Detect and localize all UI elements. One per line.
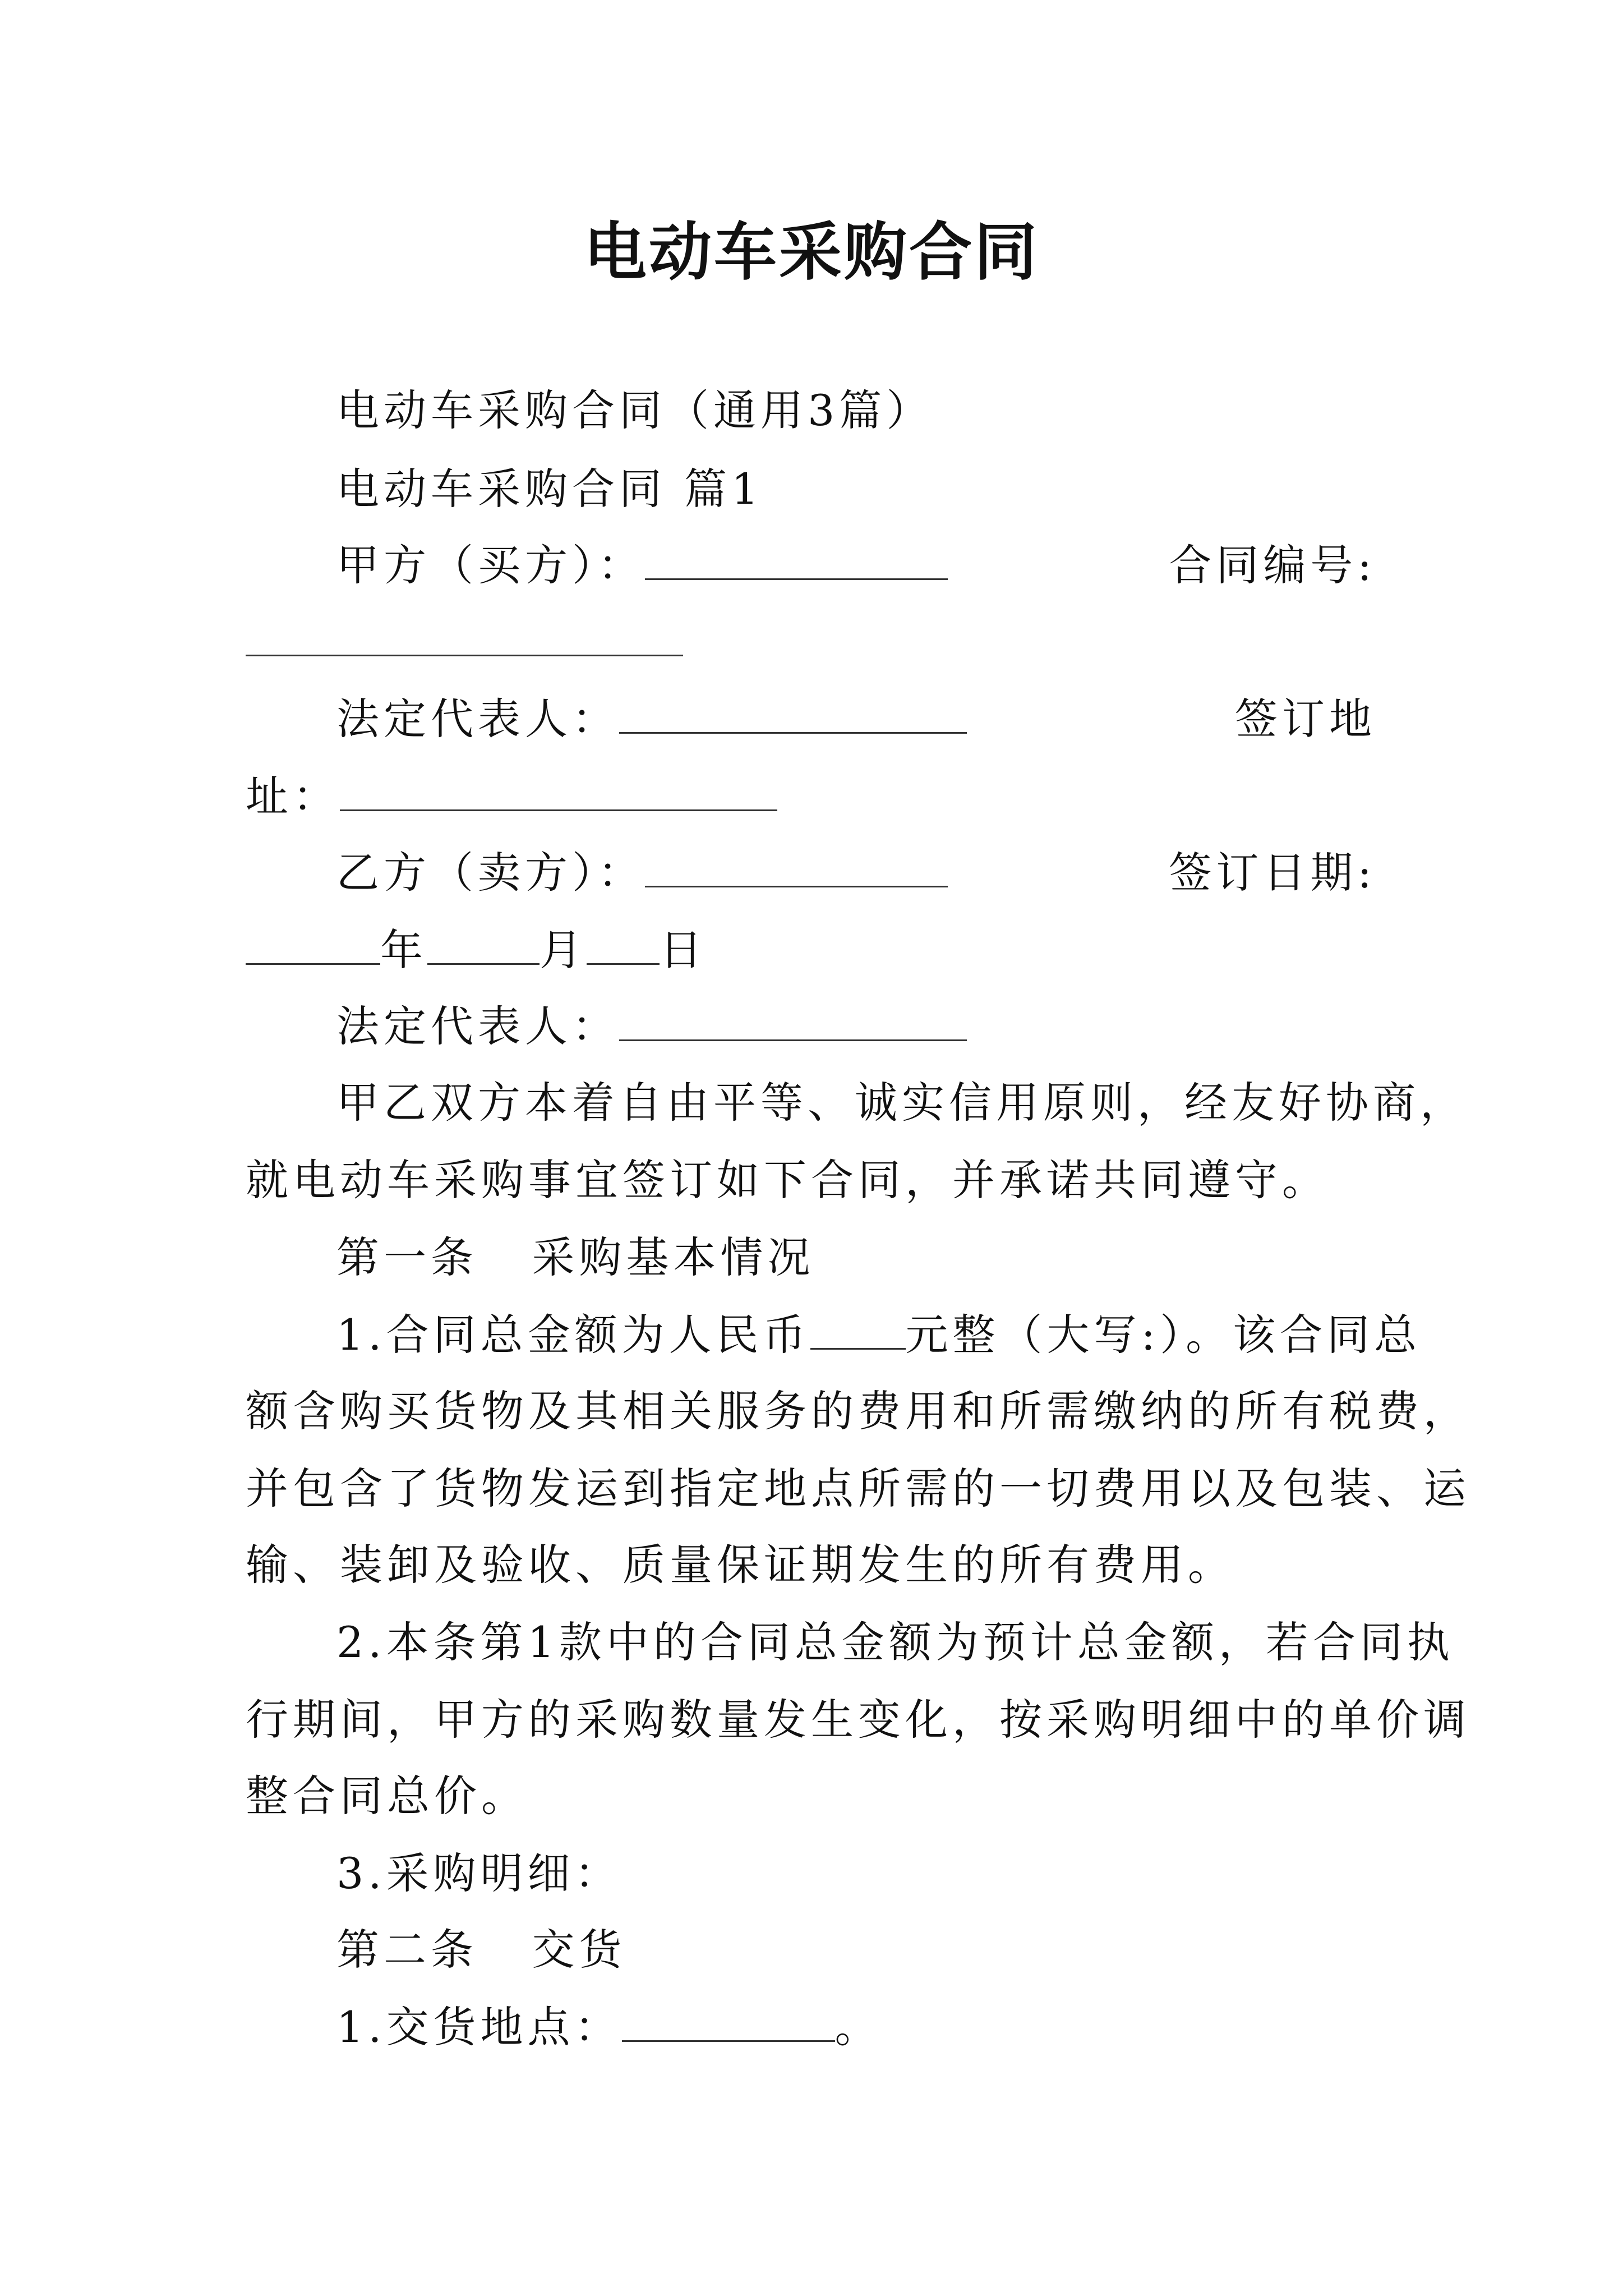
clause-2-line-3: 整合同总价。 [246,1771,528,1821]
sign-date-label: 签订日期: [1169,848,1376,898]
clause-1-text-a: 1.合同总金额为人民币 [336,1310,810,1360]
party-b-line [336,845,948,901]
month-blank [427,928,540,965]
amount-blank [810,1313,906,1350]
party-a-blank [645,544,948,580]
delivery-place-end: 。 [834,2002,882,2052]
clause-1-line-2: 额含购买货物及其相关服务的费用和所需缴纳的所有税费， [246,1386,1470,1436]
document-title: 电动车采购合同 [584,216,1039,289]
day-label: 日 [660,925,707,975]
clause-1-line-1 [336,1307,1421,1363]
rep-b-blank [619,1005,967,1041]
clause-2-line-1: 2.本条第1款中的合同总金额为预计总金额，若合同执 [336,1617,1454,1667]
contract-no-line [246,614,683,670]
intro-line-1: 甲乙双方本着自由平等、诚实信用原则，经友好协商， [336,1078,1467,1128]
sign-address-label-2: 址： [246,771,340,821]
party-a-line [336,537,948,593]
year-blank [246,928,380,965]
party-b-blank [645,851,948,887]
rep-a-label: 法定代表人： [336,694,619,744]
day-blank [587,928,660,965]
contract-no-blank [246,620,683,656]
sign-address-label: 签订地 [1235,694,1376,744]
sign-address-line [246,769,777,825]
rep-a-blank [619,697,967,734]
article-1-heading: 第一条 采购基本情况 [336,1232,815,1282]
delivery-place-label: 1.交货地点： [336,2002,622,2052]
clause-1-text-b: 元整（大写:）。该合同总 [905,1310,1422,1360]
year-label: 年 [380,925,427,975]
clause-3-line: 3.采购明细： [336,1848,622,1898]
clause-2-line-2: 行期间，甲方的采购数量发生变化，按采购明细中的单价调 [246,1695,1470,1745]
rep-b-line [336,999,967,1055]
contract-no-label: 合同编号: [1169,540,1376,590]
clause-1-line-3: 并包含了货物发运到指定地点所需的一切费用以及包装、运 [246,1464,1470,1513]
month-label: 月 [540,925,587,975]
rep-a-line [336,691,967,747]
intro-line-2: 就电动车采购事宜签订如下合同，并承诺共同遵守。 [246,1155,1329,1205]
sign-address-blank [340,775,777,811]
rep-b-label: 法定代表人： [336,1001,619,1051]
delivery-place-blank [622,2005,835,2042]
article-2-heading: 第二条 交货 [336,1925,626,1975]
party-b-label: 乙方（卖方）： [336,848,645,898]
sign-date-line [246,922,707,978]
subtitle: 电动车采购合同（通用3篇） [336,385,934,435]
party-a-label: 甲方（买方）： [336,540,645,590]
part-heading: 电动车采购合同 篇1 [336,464,763,514]
delivery-place-line [336,1999,882,2055]
clause-1-line-4: 输、装卸及验收、质量保证期发生的所有费用。 [246,1540,1235,1590]
